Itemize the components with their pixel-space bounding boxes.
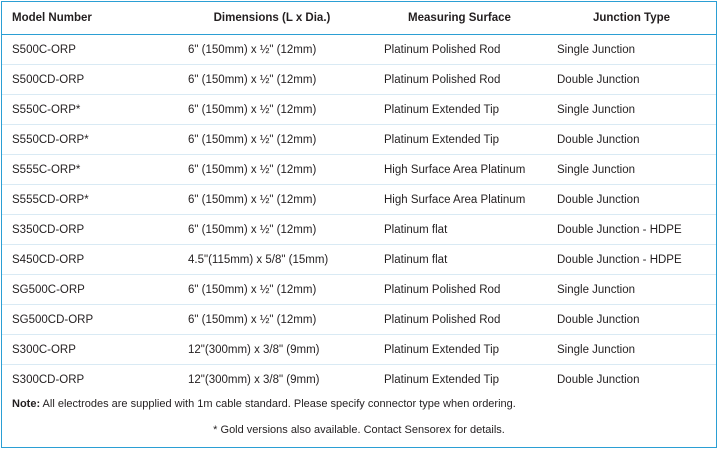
table-frame [1, 1, 717, 448]
table-row [2, 275, 716, 305]
table-row [2, 95, 716, 125]
cell-model-number: S300C-ORP [2, 335, 172, 365]
cell-measuring-surface: Platinum flat [372, 245, 547, 275]
cell-junction-type: Single Junction [547, 95, 716, 125]
note-line-cable [2, 387, 716, 411]
cell-model-number: S350CD-ORP [2, 215, 172, 245]
cell-junction-type: Double Junction [547, 185, 716, 215]
cell-measuring-surface: Platinum Polished Rod [372, 35, 547, 65]
cell-junction-type: Double Junction [547, 365, 716, 395]
cell-measuring-surface: Platinum Polished Rod [372, 65, 547, 95]
table-header [2, 2, 716, 35]
table-row [2, 155, 716, 185]
table-row [2, 245, 716, 275]
cell-model-number: S555C-ORP* [2, 155, 172, 185]
table-row [2, 305, 716, 335]
table-row [2, 335, 716, 365]
cell-measuring-surface: Platinum Extended Tip [372, 95, 547, 125]
cell-junction-type: Double Junction [547, 305, 716, 335]
cell-measuring-surface: High Surface Area Platinum [372, 185, 547, 215]
cell-measuring-surface: Platinum Extended Tip [372, 365, 547, 395]
cell-model-number: S550C-ORP* [2, 95, 172, 125]
cell-model-number: SG500CD-ORP [2, 305, 172, 335]
cell-measuring-surface: Platinum Extended Tip [372, 125, 547, 155]
cell-dimensions: 6" (150mm) x ½" (12mm) [172, 65, 372, 95]
cell-model-number: S450CD-ORP [2, 245, 172, 275]
header-dimensions: Dimensions (L x Dia.) [172, 2, 372, 35]
cell-junction-type: Single Junction [547, 275, 716, 305]
cell-model-number: S500C-ORP [2, 35, 172, 65]
cell-dimensions: 6" (150mm) x ½" (12mm) [172, 95, 372, 125]
cell-measuring-surface: Platinum Polished Rod [372, 275, 547, 305]
table-row [2, 185, 716, 215]
header-row [2, 2, 716, 35]
cell-junction-type: Single Junction [547, 35, 716, 65]
table-row [2, 65, 716, 95]
table-row [2, 125, 716, 155]
cell-junction-type: Double Junction [547, 65, 716, 95]
cell-model-number: S555CD-ORP* [2, 185, 172, 215]
table-row [2, 215, 716, 245]
cell-dimensions: 6" (150mm) x ½" (12mm) [172, 155, 372, 185]
cell-junction-type: Double Junction [547, 125, 716, 155]
cell-junction-type: Double Junction - HDPE [547, 245, 716, 275]
cell-model-number: S500CD-ORP [2, 65, 172, 95]
cell-model-number: SG500C-ORP [2, 275, 172, 305]
cell-dimensions: 6" (150mm) x ½" (12mm) [172, 35, 372, 65]
cell-dimensions: 12"(300mm) x 3/8" (9mm) [172, 335, 372, 365]
cell-dimensions: 6" (150mm) x ½" (12mm) [172, 215, 372, 245]
header-junction-type: Junction Type [547, 2, 716, 35]
cell-measuring-surface: Platinum Polished Rod [372, 305, 547, 335]
cell-dimensions: 4.5"(115mm) x 5/8" (15mm) [172, 245, 372, 275]
note-label: Note: [12, 398, 41, 410]
cell-dimensions: 6" (150mm) x ½" (12mm) [172, 275, 372, 305]
note-line-gold: * Gold versions also available. Contact Sensorex for details. [213, 424, 505, 436]
cell-measuring-surface: High Surface Area Platinum [372, 155, 547, 185]
cell-measuring-surface: Platinum flat [372, 215, 547, 245]
cell-dimensions: 6" (150mm) x ½" (12mm) [172, 185, 372, 215]
header-model-number: Model Number [2, 2, 172, 35]
note-text-cable: All electrodes are supplied with 1m cable standard. Please specify connector type when ordering. [40, 398, 516, 410]
electrode-spec-table [2, 2, 716, 395]
cell-dimensions: 6" (150mm) x ½" (12mm) [172, 305, 372, 335]
cell-dimensions: 12"(300mm) x 3/8" (9mm) [172, 365, 372, 395]
table-body [2, 35, 716, 395]
cell-measuring-surface: Platinum Extended Tip [372, 335, 547, 365]
cell-junction-type: Single Junction [547, 155, 716, 185]
table-footnotes [2, 387, 716, 447]
cell-model-number: S300CD-ORP [2, 365, 172, 395]
table-row [2, 35, 716, 65]
cell-dimensions: 6" (150mm) x ½" (12mm) [172, 125, 372, 155]
cell-junction-type: Single Junction [547, 335, 716, 365]
cell-model-number: S550CD-ORP* [2, 125, 172, 155]
header-measuring-surface: Measuring Surface [372, 2, 547, 35]
cell-junction-type: Double Junction - HDPE [547, 215, 716, 245]
